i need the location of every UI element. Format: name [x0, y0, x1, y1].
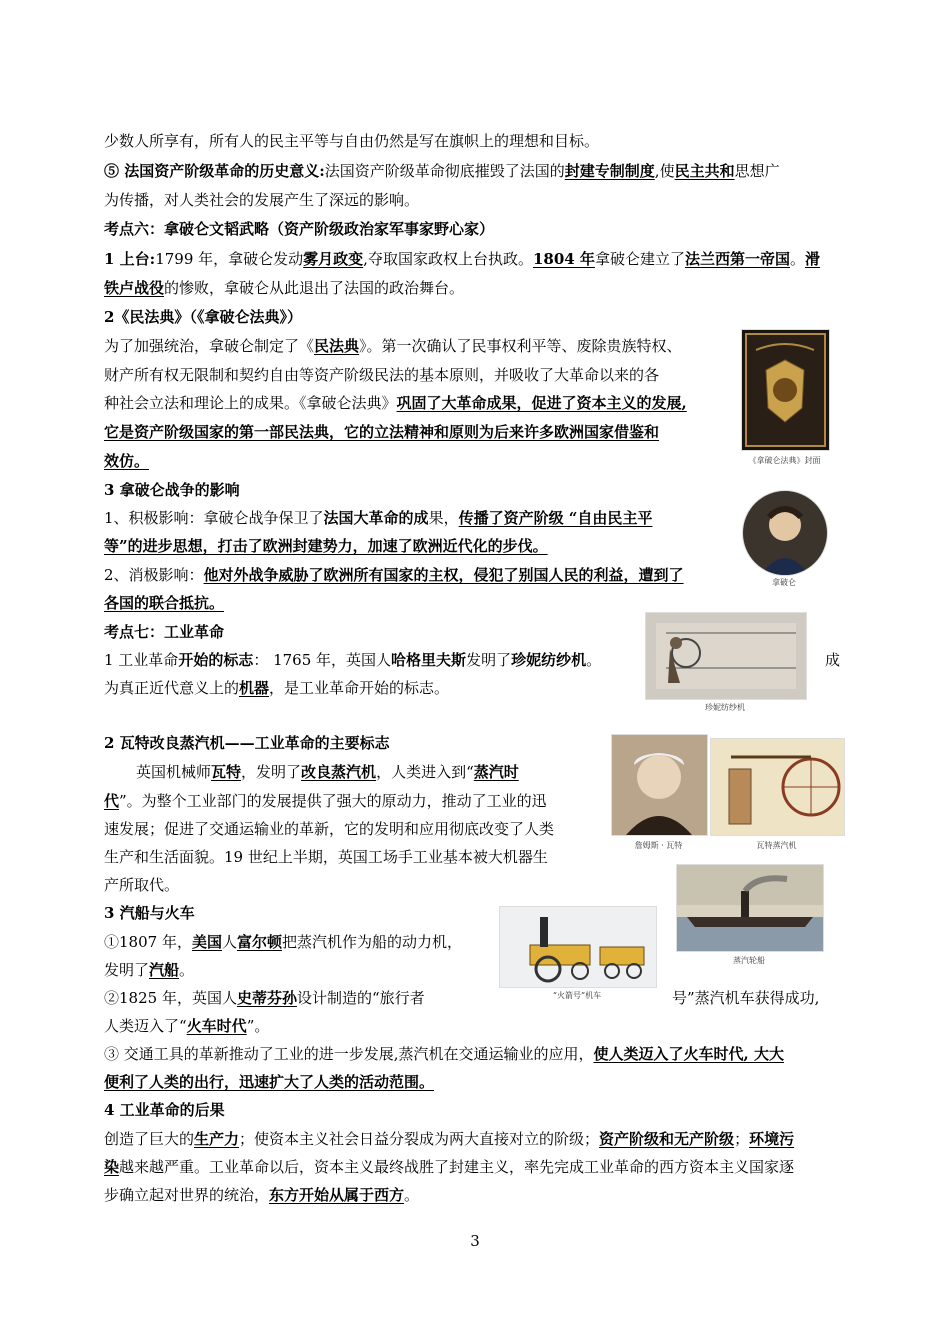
image-caption: 瓦特蒸汽机: [756, 841, 797, 850]
section-heading: 3 拿破仑战争的影响: [104, 481, 240, 499]
text-line: 为传播，对人类社会的发展产生了深远的影响。: [104, 191, 420, 209]
text-line: 代”。为整个工业部门的发展提供了强大的原动力，推动了工业的迅: [104, 792, 547, 810]
text-line: 1 工业革命开始的标志： 1765 年，英国人哈格里夫斯发明了珍妮纺纱机。: [104, 651, 602, 669]
text-line: ③ 交通工具的革新推动了工业的进一步发展,蒸汽机在交通运输业的应用，使人类迈入了火车时代, 大大: [104, 1045, 784, 1063]
steam-engine-icon: [711, 739, 844, 835]
text-line: 为真正近代意义上的机器，是工业革命开始的标志。: [104, 679, 450, 697]
text-line: 1、积极影响：拿破仑战争保卫了法国大革命的成果，传播了资产阶级 “自由民主平: [104, 509, 653, 527]
text-line: 2、消极影响：他对外战争威胁了欧洲所有国家的主权，侵犯了别国人民的利益，遭到了: [104, 566, 684, 584]
section-heading: 考点六：拿破仑文韬武略（资产阶级政治家军事家野心家）: [104, 220, 495, 238]
spinning-machine-icon: [646, 613, 806, 699]
text-line: 发明了汽船。: [104, 961, 195, 979]
text-line: 效仿。: [104, 452, 150, 470]
rocket-locomotive-image: [499, 906, 657, 988]
text-line: 为了加强统治，拿破仑制定了《民法典》。第一次确认了民事权利平等、废除贵族特权、: [104, 337, 682, 355]
text-line: 1 上台:1799 年，拿破仑发动雾月政变,夺取国家政权上台执政。1804 年拿破仑建立了法兰西第一帝国。滑: [104, 250, 820, 268]
watt-steam-engine-image: [710, 738, 845, 836]
text-line: 便利了人类的出行，迅速扩大了人类的活动范围。: [104, 1073, 435, 1091]
text-line: 产所取代。: [104, 876, 180, 894]
section-heading: 考点七：工业革命: [104, 623, 225, 641]
portrait-icon: [743, 491, 827, 575]
portrait-icon: [612, 735, 707, 835]
text-line: 人类迈入了“火车时代”。: [104, 1017, 270, 1035]
text-line: 生产和生活面貌。19 世纪上半期，英国工场手工业基本被大机器生: [104, 848, 548, 866]
section-heading: 4 工业革命的后果: [104, 1101, 225, 1119]
page-number: 3: [470, 1232, 480, 1250]
crest-icon: [742, 330, 829, 450]
section-heading: 2 瓦特改良蒸汽机——工业革命的主要标志: [104, 734, 390, 752]
james-watt-portrait-image: [611, 734, 708, 836]
image-caption: “火箭号”机车: [552, 991, 602, 1000]
text-line: 创造了巨大的生产力；使资本主义社会日益分裂成为两大直接对立的阶级；资产阶级和无产阶级；环境污: [104, 1130, 795, 1148]
text-line: 各国的联合抵抗。: [104, 594, 225, 612]
napoleon-portrait-image: [742, 490, 828, 576]
section-heading: 2《民法典》（《拿破仑法典》）: [104, 308, 302, 326]
image-caption: 拿破仑: [772, 578, 796, 587]
image-caption: 詹姆斯 · 瓦特: [634, 841, 683, 850]
spinning-jenny-image: [645, 612, 807, 700]
napoleonic-code-cover-image: [741, 329, 830, 451]
section-heading: 3 汽船与火车: [104, 904, 195, 922]
text-line: 财产所有权无限制和契约自由等资产阶级民法的基本原则，并吸收了大革命以来的各: [104, 366, 660, 384]
text-line: 英国机械师瓦特，发明了改良蒸汽机，人类进入到“蒸汽时: [136, 763, 519, 781]
image-caption: 珍妮纺纱机: [705, 703, 745, 712]
text-line: 铁卢战役的惨败，拿破仑从此退出了法国的政治舞台。: [104, 279, 465, 297]
text-line: 少数人所享有，所有人的民主平等与自由仍然是写在旗帜上的理想和目标。: [104, 132, 600, 150]
image-caption: 《拿破仑法典》封面: [748, 456, 821, 465]
steamship-icon: [677, 865, 823, 951]
text-line: 它是资产阶级国家的第一部民法典，它的立法精神和原则为后来许多欧洲国家借鉴和: [104, 423, 660, 441]
text-line: 步确立起对世界的统治，东方开始从属于西方。: [104, 1186, 420, 1204]
text-line: ②1825 年，英国人史蒂芬孙设计制造的“旅行者: [104, 989, 425, 1007]
locomotive-icon: [500, 907, 656, 987]
text-line: 染越来越严重。工业革命以后，资本主义最终战胜了封建主义，率先完成工业革命的西方资本主义国家逐: [104, 1158, 795, 1176]
text-line: 号”蒸汽机车获得成功,: [672, 989, 820, 1007]
text-line: 等”的进步思想，打击了欧洲封建势力，加速了欧洲近代化的步伐。: [104, 537, 548, 555]
text-line: 种社会立法和理论上的成果。《拿破仑法典》巩固了大革命成果，促进了资本主义的发展,: [104, 394, 687, 412]
image-caption: 蒸汽轮船: [733, 956, 765, 965]
steamship-image: [676, 864, 824, 952]
text-line: ①1807 年，美国人富尔顿把蒸汽机作为船的动力机，: [104, 933, 463, 951]
text-line: ⑤ 法国资产阶级革命的历史意义:法国资产阶级革命彻底摧毁了法国的封建专制制度,使民主共和思想广: [104, 162, 780, 180]
text-line: 成: [825, 651, 841, 669]
text-line: 速发展；促进了交通运输业的革新，它的发明和应用彻底改变了人类: [104, 820, 555, 838]
